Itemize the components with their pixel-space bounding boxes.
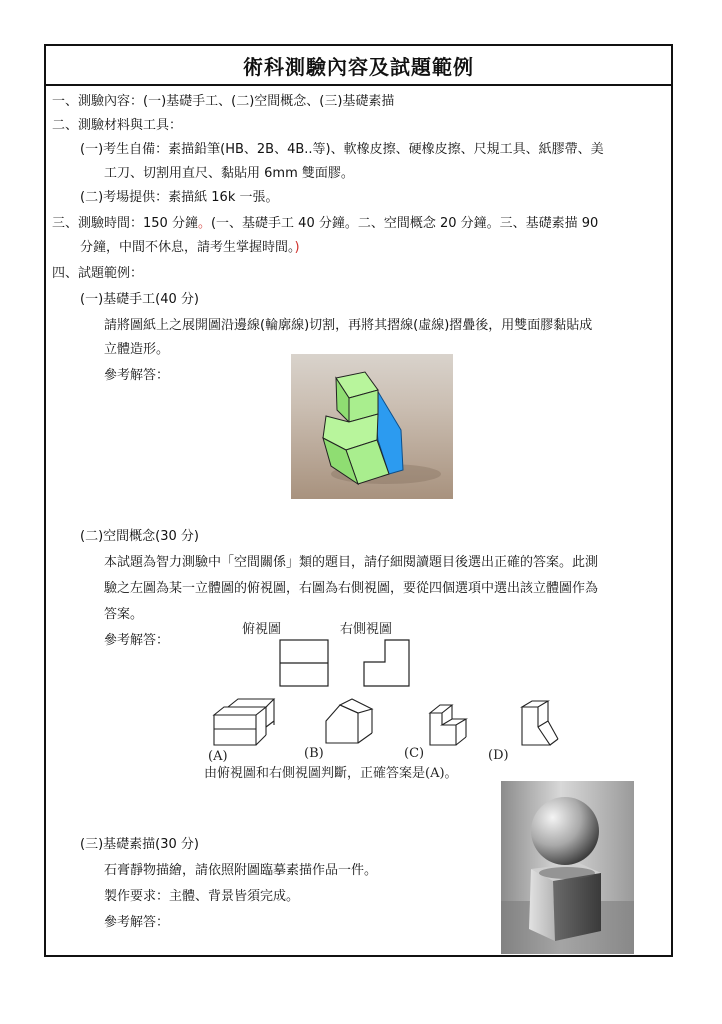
paper-model-photo bbox=[291, 354, 453, 499]
top-view-label: 俯視圖 bbox=[242, 622, 282, 637]
title-bar bbox=[46, 46, 671, 86]
document-title: 術科測驗內容及試題範例 bbox=[243, 54, 474, 79]
part1-heading: (一)基礎手工(40 分) bbox=[80, 292, 199, 307]
section3-red-dot: 。 bbox=[197, 216, 211, 231]
side-view-drawing bbox=[364, 640, 409, 686]
part2-heading: (二)空間概念(30 分) bbox=[80, 529, 199, 544]
option-c-label: (C) bbox=[404, 746, 425, 761]
part3-desc-line2: 製作要求：主體、背景皆須完成。 bbox=[104, 889, 300, 904]
part2-desc-line2: 驗之左圖為某一立體圖的俯視圖，右圖為右側視圖，要從四個選項中選出該立體圖作為 bbox=[104, 581, 599, 596]
section3-line2 bbox=[80, 239, 300, 256]
part1-desc-line1: 請將圖紙上之展開圖沿邊線(輪廓線)切割，再將其摺線(虛線)摺疊後，用雙面膠黏貼成 bbox=[104, 318, 593, 333]
option-d-label: (D) bbox=[488, 748, 509, 763]
part3-heading: (三)基礎素描(30 分) bbox=[80, 837, 199, 852]
part2-answer-label: 參考解答： bbox=[104, 633, 170, 648]
section2-heading: 二、測驗材料與工具： bbox=[52, 118, 183, 133]
section1-content: 一、測驗內容：(一)基礎手工、(二)空間概念、(三)基礎素描 bbox=[52, 94, 395, 109]
option-a-label: (A) bbox=[208, 749, 228, 764]
section4-heading: 四、試題範例： bbox=[52, 266, 144, 281]
part1-desc-line2: 立體造形。 bbox=[104, 342, 170, 357]
option-a-drawing bbox=[214, 699, 274, 745]
section2-item1-line2: 工刀、切割用直尺、黏貼用 6mm 雙面膠。 bbox=[104, 166, 354, 181]
spatial-figure bbox=[200, 617, 580, 782]
section3-note: 分鐘，中間不休息，請考生掌握時間。 bbox=[80, 240, 295, 255]
part3-desc-line1: 石膏靜物描繪，請依照附圖臨摹素描作品一件。 bbox=[104, 863, 378, 878]
option-b-drawing bbox=[326, 699, 372, 743]
option-d-drawing bbox=[522, 701, 558, 745]
section3-breakdown: (一、基礎手工 40 分鐘。二、空間概念 20 分鐘。三、基礎素描 90 bbox=[210, 216, 599, 231]
section3-line1 bbox=[52, 215, 598, 232]
figure-conclusion: 由俯視圖和右側視圖判斷，正確答案是(A)。 bbox=[204, 766, 458, 781]
top-view-drawing bbox=[280, 640, 328, 686]
option-c-drawing bbox=[430, 705, 466, 745]
part1-answer-label: 參考解答： bbox=[104, 368, 170, 383]
part2-desc-line3: 答案。 bbox=[104, 607, 144, 622]
section2-item1-line1: (一)考生自備：素描鉛筆(HB、2B、4B..等)、軟橡皮擦、硬橡皮擦、尺規工具、紙膠帶、美 bbox=[80, 142, 604, 157]
section3-time: 三、測驗時間：150 分鐘 bbox=[52, 216, 198, 231]
part3-answer-label: 參考解答： bbox=[104, 915, 170, 930]
side-view-label: 右側視圖 bbox=[340, 622, 393, 637]
sketch-reference-image bbox=[501, 781, 634, 954]
section2-item2: (二)考場提供：素描紙 16k 一張。 bbox=[80, 190, 279, 205]
section3-red-paren: ) bbox=[294, 240, 300, 255]
option-b-label: (B) bbox=[304, 746, 324, 761]
part2-desc-line1: 本試題為智力測驗中「空間關係」類的題目，請仔細閱讀題目後選出正確的答案。此測 bbox=[104, 555, 599, 570]
